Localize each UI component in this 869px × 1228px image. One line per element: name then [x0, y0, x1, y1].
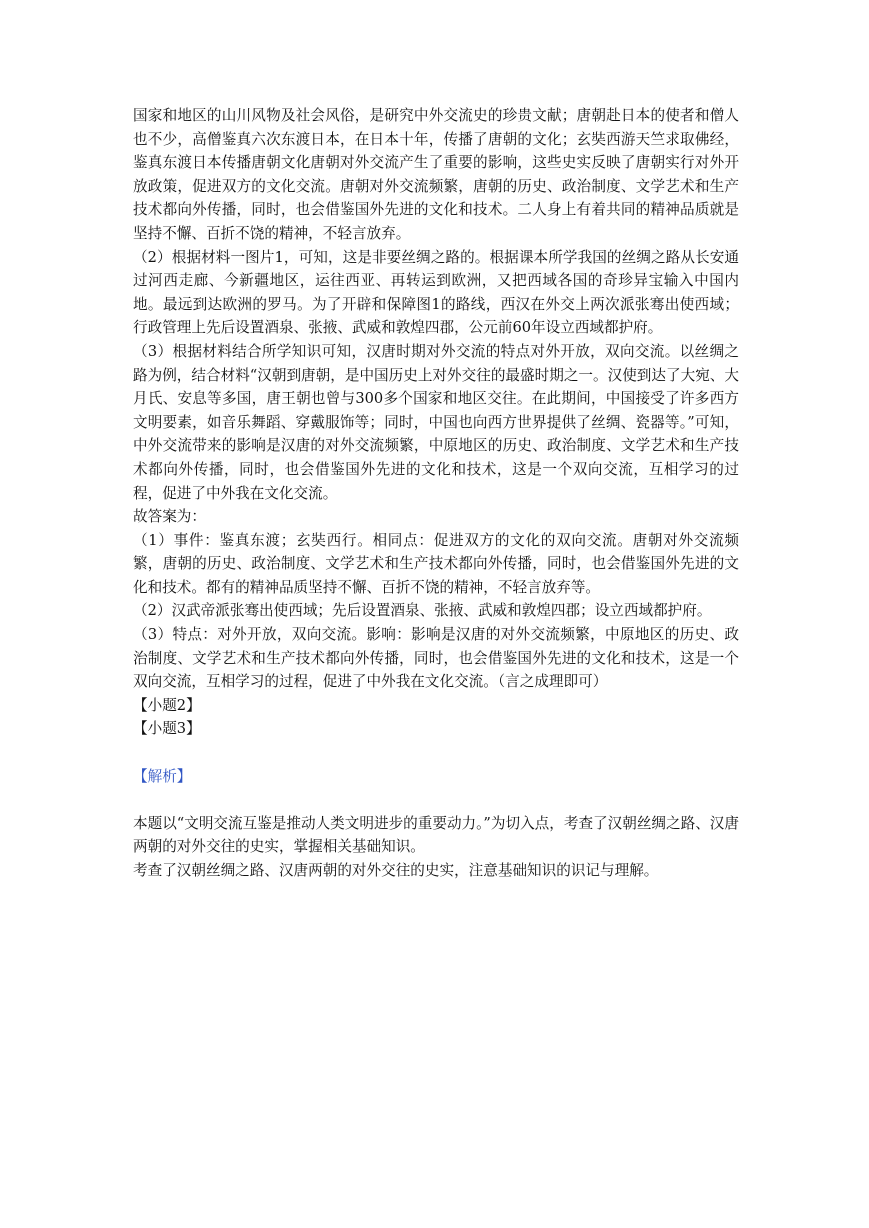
answer-intro: 故答案为：	[133, 508, 206, 526]
spacer	[133, 788, 739, 812]
answer-paragraph-3: （3）根据材料结合所学知识可知，汉唐时期对外交流的特点对外开放，双向交流。以丝绸之路为例，结合材料“汉朝到唐朝，是中国历史上对外交往的最盛时期之一。汉使到达了大宛、大月氏、安息等多国，唐王朝也曾与300多个国家和地区交往。在此期间，中国接受了许多西方文明要素，如音乐舞蹈、穿戴服饰等；同时，中国也向西方世界提供了丝绸、瓷器等。”可知，中外交流带来的影响是汉唐的对外交流频繁，中原地区的历史、政治制度、文学艺术和生产技术都向外传播，同时，也会借鉴国外先进的文化和技术，这是一个双向交流，互相学习的过程，促进了中外我在文化交流。	[133, 342, 739, 502]
answer-paragraph-tang-exchange: 国家和地区的山川风物及社会风俗，是研究中外交流史的珍贵文献；唐朝赴日本的使者和僧人也不少，高僧鉴真六次东渡日本，在日本十年，传播了唐朝的文化；玄奘西游天竺求取佛经，鉴真东渡日本传播唐朝文化唐朝对外交流产生了重要的影响，这些史实反映了唐朝实行对外开放政策，促进双方的文化交流。唐朝对外交流频繁，唐朝的历史、政治制度、文学艺术和生产技术都向外传播，同时，也会借鉴国外先进的文化和技术。二人身上有着共同的精神品质就是坚持不懈、百折不饶的精神，不轻言放弃。	[133, 107, 739, 242]
answer-paragraph-2: （2）根据材料一图片1，可知，这是非要丝绸之路的。根据课本所学我国的丝绸之路从长安通过河西走廊、今新疆地区，运往西亚、再转运到欧洲，又把西域各国的奇珍异宝输入中国内地。最远到达欧洲的罗马。为了开辟和保障图1的路线，西汉在外交上两次派张骞出使西域；行政管理上先后设置酒泉、张掖、武威和敦煌四郡，公元前60年设立西域都护府。	[133, 248, 739, 337]
document-body	[133, 104, 739, 883]
answer-item-1: （1）事件：鉴真东渡；玄奘西行。相同点：促进双方的文化的双向交流。唐朝对外交流频繁，唐朝的历史、政治制度、文学艺术和生产技术都向外传播，同时，也会借鉴国外先进的文化和技术。都有的精神品质坚持不懈、百折不饶的精神，不轻言放弃等。	[133, 531, 739, 596]
analysis-paragraph-1: 本题以“文明交流互鉴是推动人类文明进步的重要动力。”为切入点，考查了汉朝丝绸之路、汉唐两朝的对外交往的史实，掌握相关基础知识。	[133, 814, 739, 856]
answer-item-3: （3）特点：对外开放，双向交流。影响：影响是汉唐的对外交流频繁，中原地区的历史、政治制度、文学艺术和生产技术都向外传播，同时，也会借鉴国外先进的文化和技术，这是一个双向交流，互相学习的过程，促进了中外我在文化交流。（言之成理即可）	[133, 626, 739, 691]
sub-question-3-label: 【小题3】	[133, 720, 201, 738]
sub-question-2-label: 【小题2】	[133, 696, 201, 714]
analysis-heading: 【解析】	[133, 767, 192, 785]
spacer	[133, 741, 739, 765]
answer-item-2: （2）汉武帝派张骞出使西域；先后设置酒泉、张掖、武威和敦煌四郡；设立西域都护府。	[133, 602, 712, 620]
analysis-paragraph-2: 考查了汉朝丝绸之路、汉唐两朝的对外交往的史实，注意基础知识的识记与理解。	[133, 862, 659, 879]
